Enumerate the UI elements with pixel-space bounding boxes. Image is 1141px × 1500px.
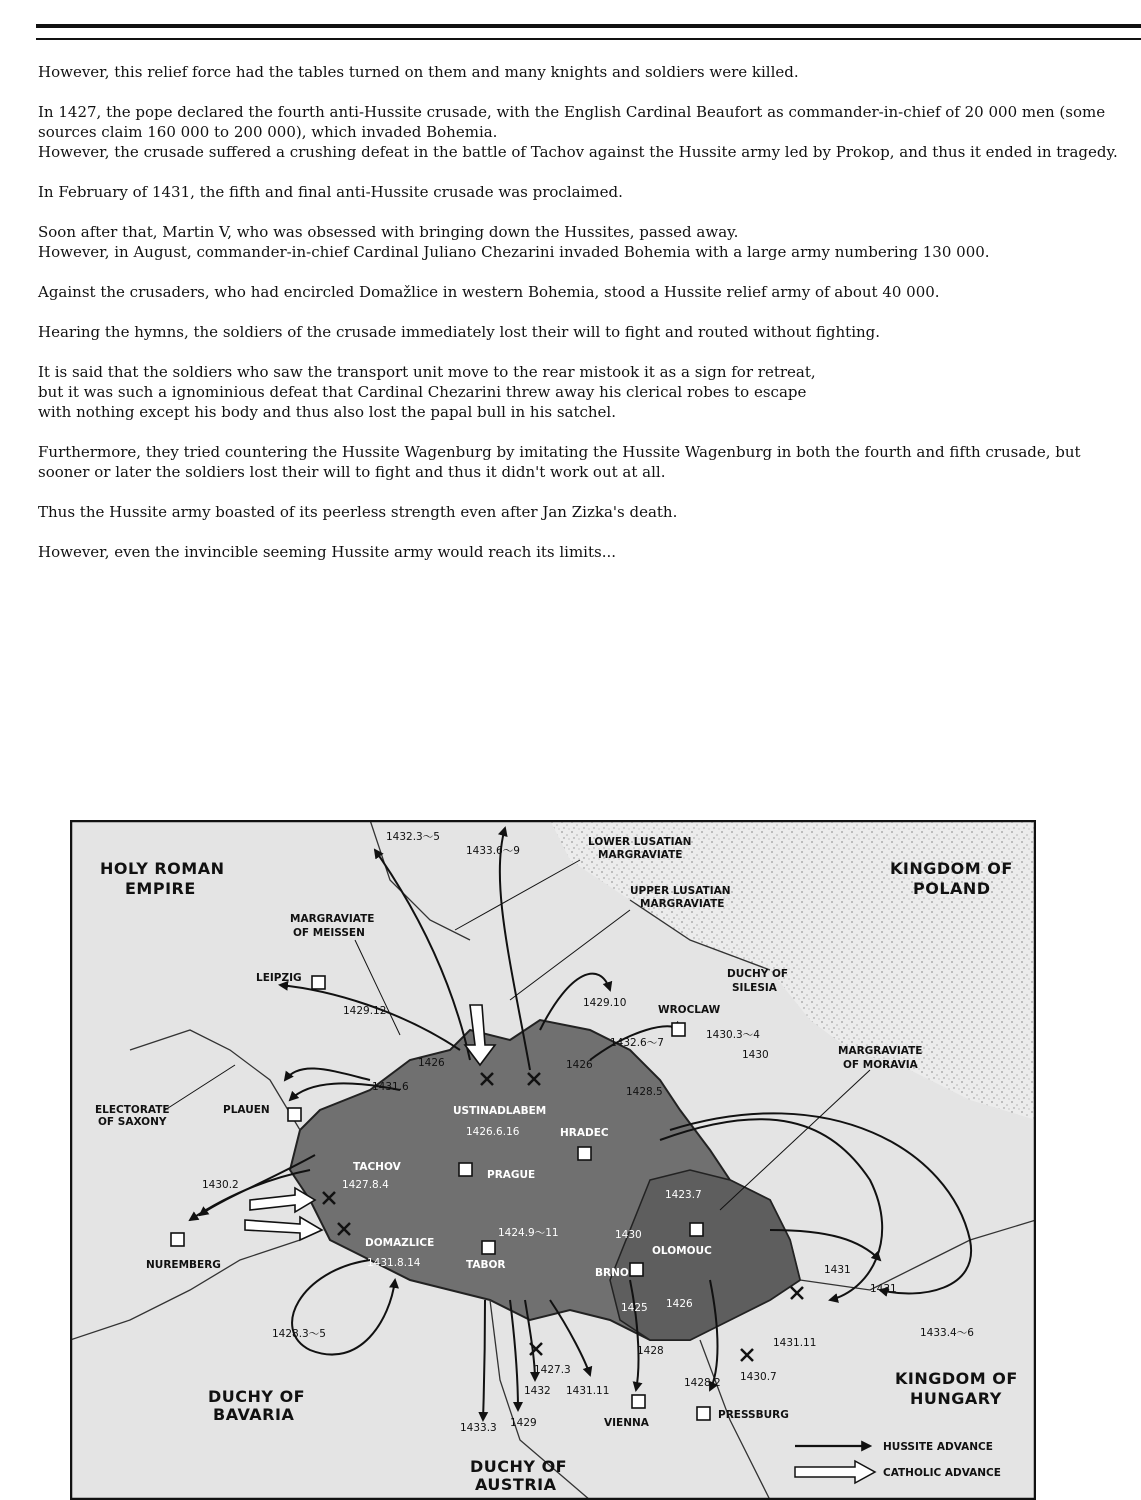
date-label: 1433.6～9 bbox=[466, 845, 520, 857]
paragraph: Thus the Hussite army boasted of its peerless strength even after Jan Zizka's death. bbox=[38, 503, 678, 521]
hussite-wars-map bbox=[70, 820, 1036, 1500]
city-marker-olomouc bbox=[690, 1223, 703, 1236]
label-saxony-2: OF SAXONY bbox=[98, 1116, 167, 1128]
label-moravia-1: MARGRAVIATE bbox=[838, 1045, 923, 1057]
date-label: 1433.4～6 bbox=[920, 1327, 974, 1339]
paragraph: In February of 1431, the fifth and final anti-Hussite crusade was proclaimed. bbox=[38, 183, 623, 201]
label-prague: PRAGUE bbox=[487, 1169, 536, 1181]
date-label: 1426 bbox=[566, 1059, 593, 1071]
date-label: 1424.9～11 bbox=[498, 1227, 559, 1239]
date-label: 1430.2 bbox=[202, 1179, 239, 1191]
label-tachov-date: 1427.8.4 bbox=[342, 1179, 389, 1191]
city-marker-pressburg bbox=[697, 1407, 710, 1420]
label-bavaria-1: DUCHY OF bbox=[208, 1387, 306, 1406]
paragraph: Soon after that, Martin V, who was obsessed with bringing down the Hussites, passed away. However, in August, commander-in-chief Cardinal Juliano Chezarini invaded Bohemia with a large army numbering 130 000. bbox=[38, 223, 990, 261]
date-label: 1426 bbox=[666, 1298, 693, 1310]
paragraph: However, this relief force had the tables turned on them and many knights and soldiers were killed. bbox=[38, 63, 799, 81]
label-meissen-2: OF MEISSEN bbox=[293, 927, 365, 939]
label-hradec: HRADEC bbox=[560, 1127, 609, 1139]
label-tabor: TABOR bbox=[466, 1259, 506, 1271]
date-label: 1428.2 bbox=[684, 1377, 721, 1389]
city-marker-vienna bbox=[632, 1395, 645, 1408]
city-marker-plauen bbox=[288, 1108, 301, 1121]
label-brno: BRNO bbox=[595, 1267, 629, 1279]
label-pressburg: PRESSBURG bbox=[718, 1409, 789, 1421]
header-rule-thick bbox=[36, 24, 1141, 28]
date-label: 1431.6 bbox=[372, 1081, 409, 1093]
date-label: 1432.6～7 bbox=[610, 1037, 664, 1049]
date-label: 1426 bbox=[418, 1057, 445, 1069]
date-label: 1425 bbox=[621, 1302, 648, 1314]
paragraph: However, even the invincible seeming Hussite army would reach its limits... bbox=[38, 543, 617, 561]
label-tachov: TACHOV bbox=[353, 1161, 401, 1173]
paragraph: Furthermore, they tried countering the Hussite Wagenburg by imitating the Hussite Wagenburg in both the fourth and fifth crusade, but sooner or later the soldiers lost their will to fight and thus it didn't work out at all. bbox=[38, 443, 1081, 481]
label-lower-lusatian-2: MARGRAVIATE bbox=[598, 849, 683, 861]
date-label: 1430 bbox=[615, 1229, 642, 1241]
label-nuremberg: NUREMBERG bbox=[146, 1259, 221, 1271]
paragraph: In 1427, the pope declared the fourth anti-Hussite crusade, with the English Cardinal Beaufort as commander-in-chief of 20 000 men (some sources claim 160 000 to 200 000), which invaded Bohemia. However, the crusade suffered a crushing defeat in the battle of Tachov against the Hussite army led by Prokop, and thus it ended in tragedy. bbox=[38, 103, 1118, 161]
label-hre-2: EMPIRE bbox=[125, 879, 196, 898]
article-text bbox=[38, 62, 1128, 582]
date-label: 1430.3～4 bbox=[706, 1029, 760, 1041]
date-label: 1432.3～5 bbox=[386, 831, 440, 843]
label-wroclaw: WROCLAW bbox=[658, 1004, 721, 1016]
date-label: 1428.5 bbox=[626, 1086, 663, 1098]
city-marker-nuremberg bbox=[171, 1233, 184, 1246]
label-silesia-1: DUCHY OF bbox=[727, 968, 789, 980]
label-leipzig: LEIPZIG bbox=[256, 972, 302, 984]
label-lower-lusatian-1: LOWER LUSATIAN bbox=[588, 836, 692, 848]
label-hungary-1: KINGDOM OF bbox=[895, 1369, 1018, 1388]
date-label: 1431 bbox=[824, 1264, 851, 1276]
date-label: 1432 bbox=[524, 1385, 551, 1397]
label-ustinadlabem: USTINADLABEM bbox=[453, 1105, 547, 1117]
label-hungary-2: HUNGARY bbox=[910, 1389, 1002, 1408]
legend-catholic-label: CATHOLIC ADVANCE bbox=[883, 1467, 1001, 1479]
paragraph: It is said that the soldiers who saw the transport unit move to the rear mistook it as a sign for retreat, but it was such a ignominious defeat that Cardinal Chezarini threw away his clerical robes to escape with nothing except his body and thus also lost the papal bull in his satchel. bbox=[38, 363, 816, 421]
date-label: 1423.7 bbox=[665, 1189, 702, 1201]
date-label: 1433.3 bbox=[460, 1422, 497, 1434]
paragraph: Against the crusaders, who had encircled Domažlice in western Bohemia, stood a Hussite relief army of about 40 000. bbox=[38, 283, 940, 301]
date-label: 1430.7 bbox=[740, 1371, 777, 1383]
label-austria-1: DUCHY OF bbox=[470, 1457, 568, 1476]
date-label: 1429.10 bbox=[583, 997, 627, 1009]
date-label: 1431.11 bbox=[566, 1385, 610, 1397]
date-label: 1427.3 bbox=[534, 1364, 571, 1376]
city-marker-tabor bbox=[482, 1241, 495, 1254]
date-label: 1428 bbox=[637, 1345, 664, 1357]
label-hre-1: HOLY ROMAN bbox=[100, 859, 225, 878]
date-label: 1429.12 bbox=[343, 1005, 387, 1017]
paragraph: Hearing the hymns, the soldiers of the crusade immediately lost their will to fight and routed without fighting. bbox=[38, 323, 881, 341]
header-rule-thin bbox=[36, 38, 1141, 40]
label-silesia-2: SILESIA bbox=[732, 982, 777, 994]
label-domazlice-date: 1431.8.14 bbox=[367, 1257, 421, 1269]
date-label: 1431.11 bbox=[773, 1337, 817, 1349]
label-olomouc: OLOMOUC bbox=[652, 1245, 712, 1257]
label-moravia-2: OF MORAVIA bbox=[843, 1059, 918, 1071]
city-marker-hradec bbox=[578, 1147, 591, 1160]
city-marker-brno bbox=[630, 1263, 643, 1276]
label-upper-lusatian-2: MARGRAVIATE bbox=[640, 898, 725, 910]
date-label: 1428.3～5 bbox=[272, 1328, 326, 1340]
label-poland-1: KINGDOM OF bbox=[890, 859, 1013, 878]
label-domazlice: DOMAZLICE bbox=[365, 1237, 435, 1249]
label-poland-2: POLAND bbox=[913, 879, 991, 898]
label-saxony-1: ELECTORATE bbox=[95, 1104, 170, 1116]
label-bavaria-2: BAVARIA bbox=[213, 1405, 295, 1424]
legend-hussite-label: HUSSITE ADVANCE bbox=[883, 1441, 993, 1453]
date-label: 1431 bbox=[870, 1283, 897, 1295]
label-upper-lusatian-1: UPPER LUSATIAN bbox=[630, 885, 731, 897]
label-meissen-1: MARGRAVIATE bbox=[290, 913, 375, 925]
city-marker-wroclaw bbox=[672, 1023, 685, 1036]
city-marker-leipzig bbox=[312, 976, 325, 989]
label-plauen: PLAUEN bbox=[223, 1104, 270, 1116]
label-ustinadlabem-date: 1426.6.16 bbox=[466, 1126, 520, 1138]
label-austria-2: AUSTRIA bbox=[475, 1475, 557, 1494]
city-marker-prague bbox=[459, 1163, 472, 1176]
date-label: 1430 bbox=[742, 1049, 769, 1061]
label-vienna: VIENNA bbox=[604, 1417, 649, 1429]
date-label: 1429 bbox=[510, 1417, 537, 1429]
